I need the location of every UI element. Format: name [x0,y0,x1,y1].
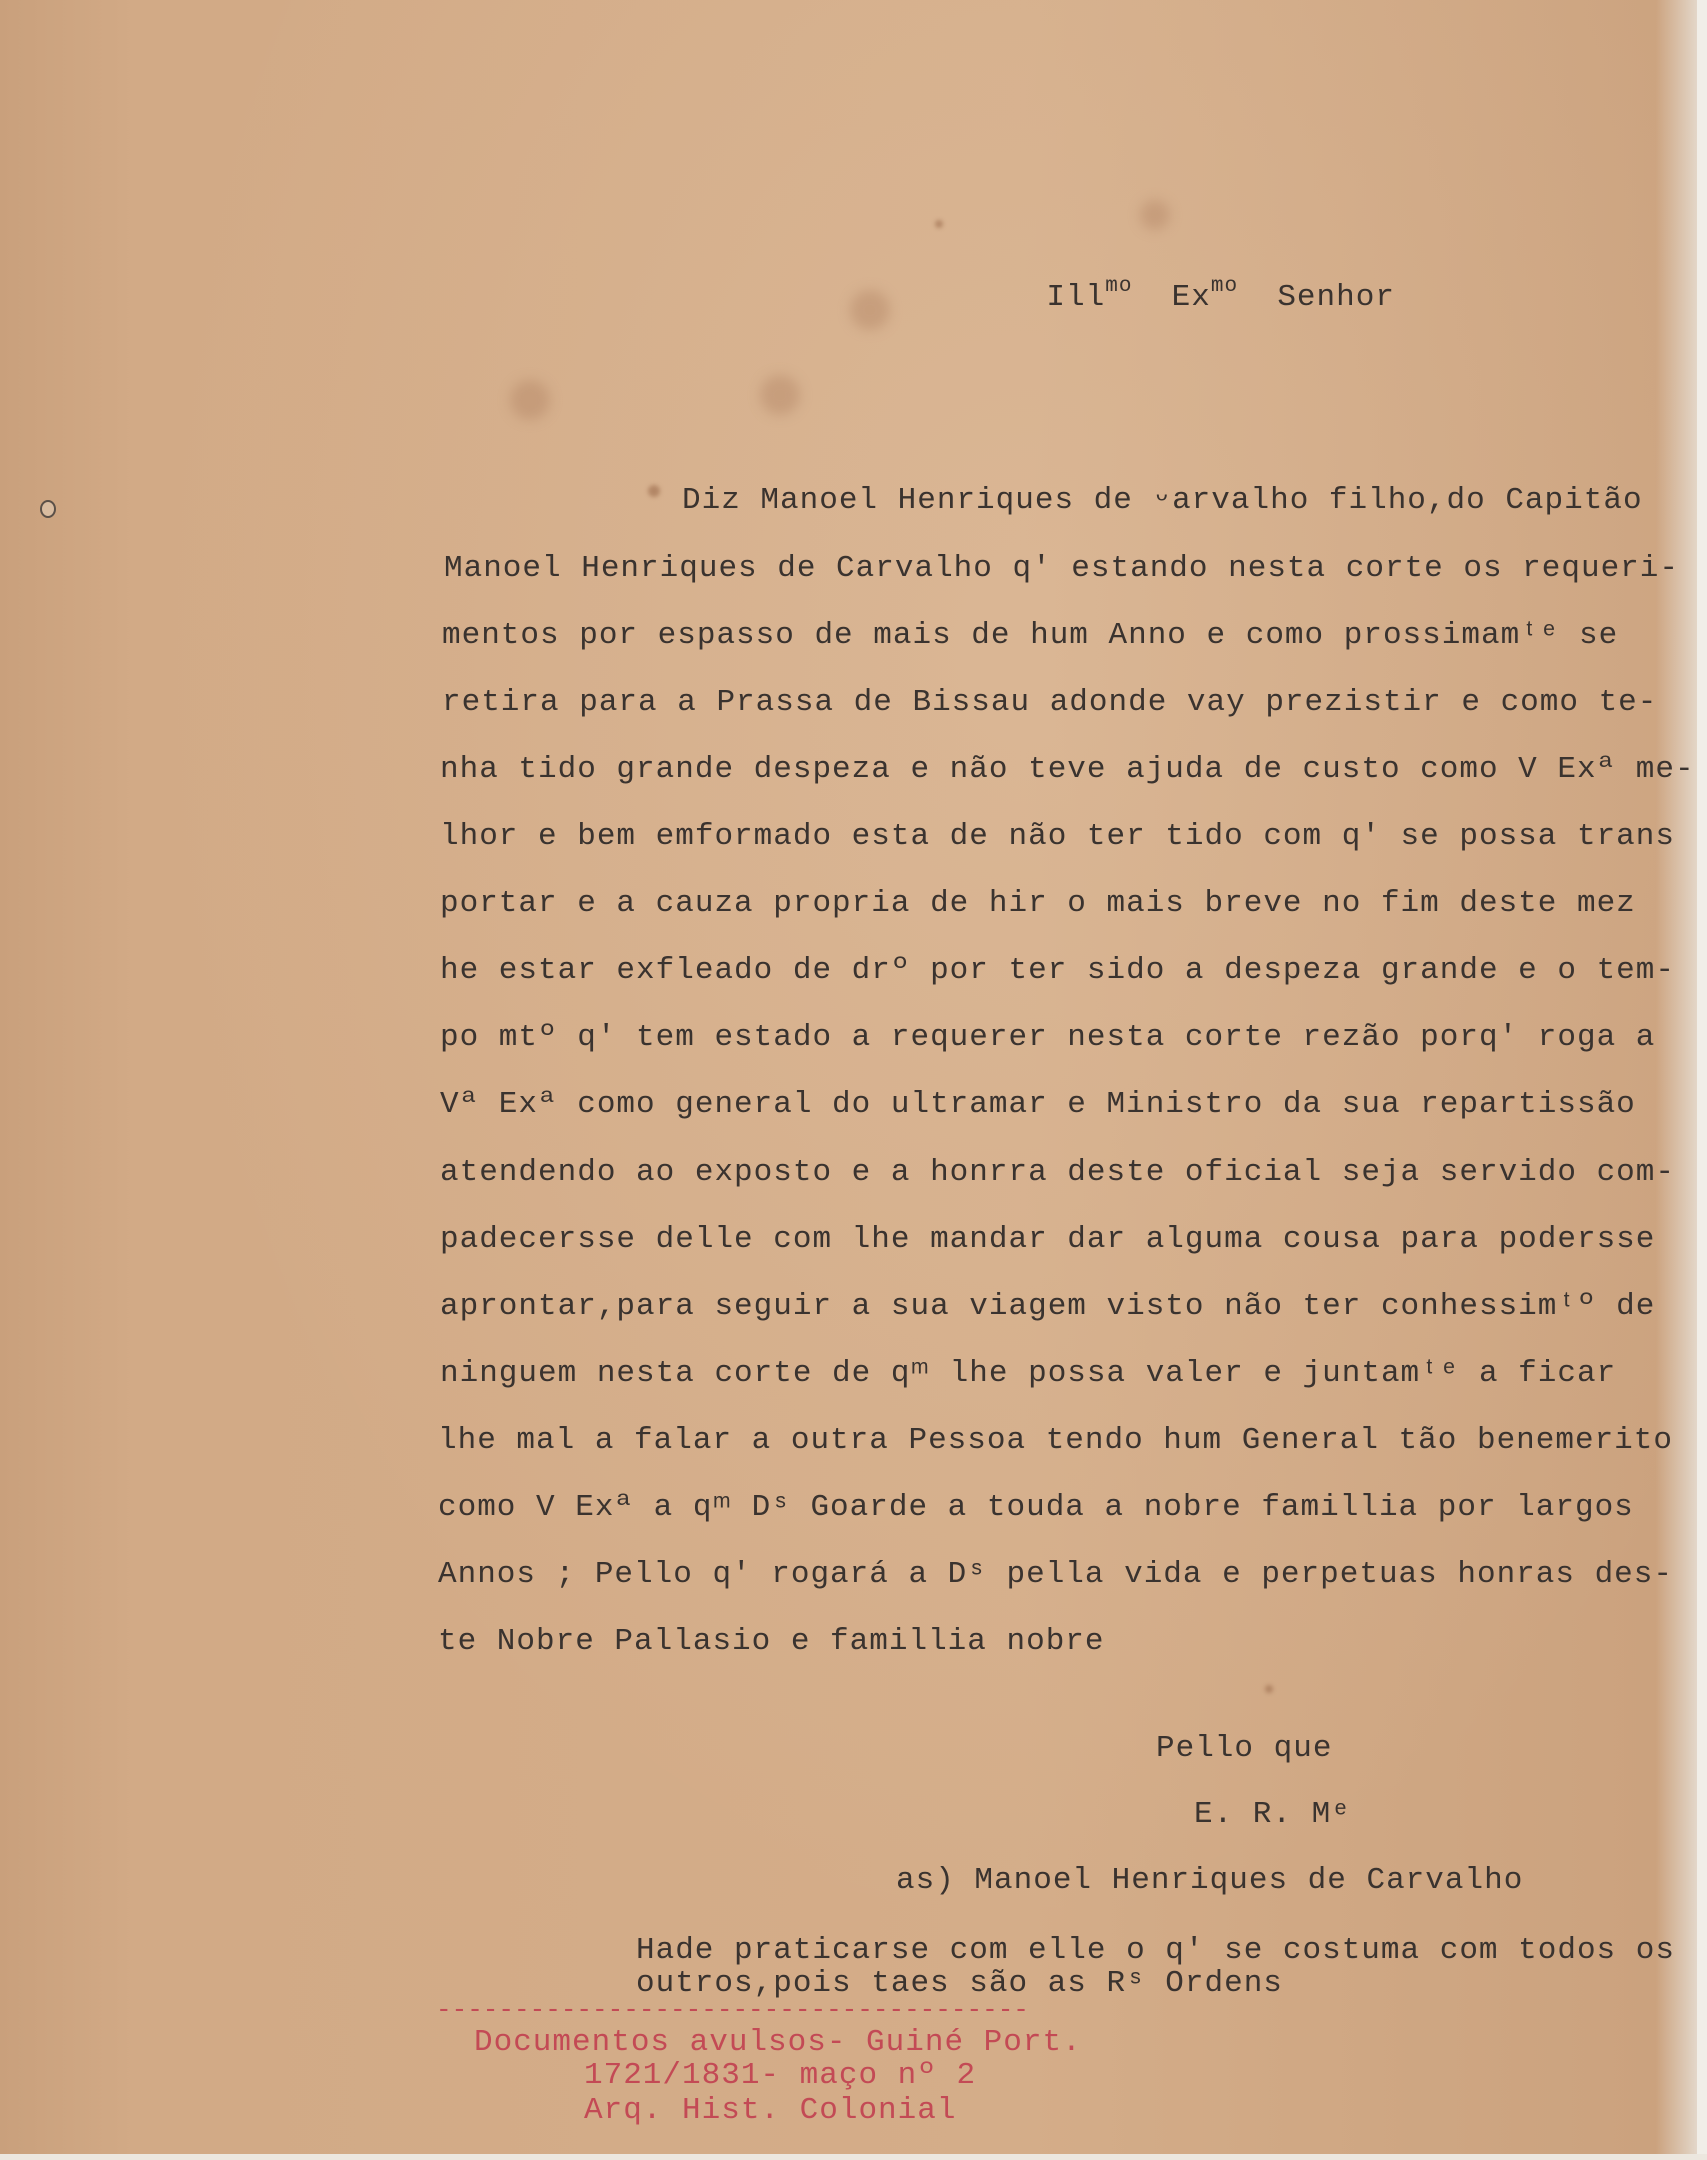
petition-line: te Nobre Pallasio e famillia nobre [438,1624,1105,1659]
petition-line: aprontar,para seguir a sua viagem visto não ter conhessimᵗº de [440,1289,1656,1324]
speck-mark [1265,1685,1273,1693]
salutation-ill-sup: mo [1105,275,1133,298]
petition-line: como V Exª a qᵐ Dˢ Goarde a touda a nobre famillia por largos [438,1490,1634,1525]
petition-line: Vª Exª como general do ultramar e Ministro da sua repartissão [440,1087,1636,1122]
petition-line: ninguem nesta corte de qᵐ lhe possa valer e juntamᵗᵉ a ficar [440,1356,1617,1391]
dispatch-line: outros,pois taes são as Rˢ Ordens [636,1966,1283,2001]
salutation-ex: Ex [1171,280,1211,315]
salutation-senhor: Senhor [1277,280,1395,315]
petition-line: Manoel Henriques de Carvalho q' estando nesta corte os requeri- [444,551,1679,586]
dispatch-line: Hade praticarse com elle o q' se costuma com todos os [636,1933,1675,1968]
stain-mark [1140,200,1170,230]
petition-line: he estar exfleado de drº por ter sido a despeza grande e o tem- [440,953,1675,988]
salutation-ex-sup: mo [1210,275,1239,298]
petition-line: po mtº q' tem estado a requerer nesta corte rezão porq' roga a [440,1020,1656,1055]
salutation-ill: Ill [1046,280,1106,315]
petition-line: lhor e bem emformado esta de não ter tido com q' se possa trans [440,819,1675,854]
archive-stamp-rule: -------------------------------------- [436,1995,1029,2025]
speck-mark [648,485,660,497]
petition-line: portar e a cauza propria de hir o mais breve no fim deste mez [440,886,1636,921]
petition-line: Diz Manoel Henriques de ᵕarvalho filho,do Capitão [682,483,1643,518]
stain-mark [760,375,800,415]
petition-line: padecersse delle com lhe mandar dar alguma cousa para podersse [440,1222,1656,1257]
archive-stamp-line: Arq. Hist. Colonial [584,2093,957,2128]
archive-stamp-line: Documentos avulsos- Guiné Port. [474,2025,1082,2060]
binder-hole [40,500,56,518]
petition-line: retira para a Prassa de Bissau adonde vay prezistir e como te- [442,685,1658,720]
closing-erm: E. R. Mᵉ [1194,1797,1351,1832]
speck-mark [935,220,943,228]
page-edge-bottom [0,2154,1707,2160]
salutation [968,245,1395,350]
page-edge [1697,0,1707,2160]
stain-mark [850,290,890,330]
stain-mark [510,380,550,420]
petition-line: Annos ; Pello q' rogará a Dˢ pella vida e perpetuas honras des- [438,1557,1673,1592]
signature: as) Manoel Henriques de Carvalho [896,1863,1524,1898]
petition-line: atendendo ao exposto e a honrra deste oficial seja servido com- [440,1155,1675,1190]
petition-line: lhe mal a falar a outra Pessoa tendo hum General tão benemerito [438,1423,1673,1458]
archive-stamp-line: 1721/1831- maço nº 2 [584,2058,977,2093]
petition-line: mentos por espasso de mais de hum Anno e como prossimamᵗᵉ se [442,618,1619,653]
closing-pello-que: Pello que [1156,1731,1333,1766]
petition-line: nha tido grande despeza e não teve ajuda de custo como V Exª me- [440,752,1695,787]
